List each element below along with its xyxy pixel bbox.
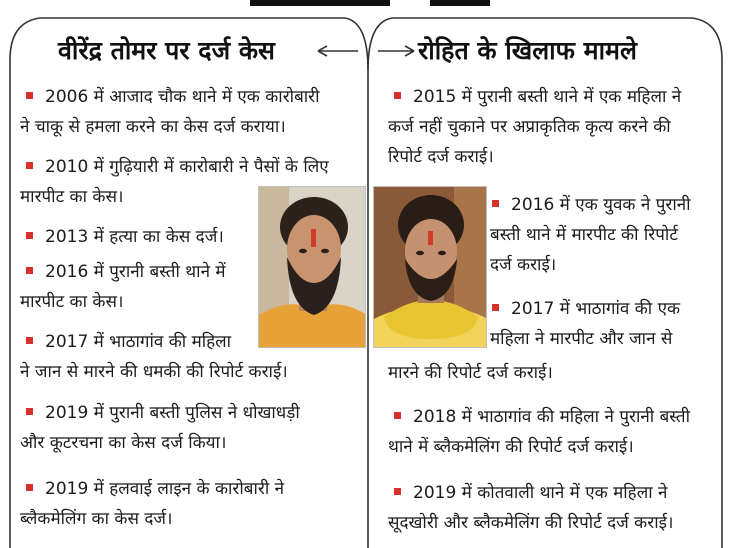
bullet-icon xyxy=(394,92,401,99)
case-text: रिपोर्ट दर्ज कराई। xyxy=(388,147,494,167)
right-heading: रोहित के खिलाफ मामले xyxy=(418,36,637,65)
case-text: दर्ज कराई। xyxy=(490,255,557,275)
left-case-2019-fraud xyxy=(20,398,300,458)
right-case-2019 xyxy=(388,478,673,538)
bullet-icon xyxy=(26,484,33,491)
bullet-icon xyxy=(26,232,33,239)
right-case-2018 xyxy=(388,402,690,462)
case-text: महिला ने मारपीट और जान से xyxy=(490,329,673,349)
case-text: मारने की रिपोर्ट दर्ज कराई। xyxy=(388,363,553,383)
case-text: 2016 में पुरानी बस्ती थाने में xyxy=(45,262,226,282)
bullet-icon xyxy=(492,200,499,207)
bullet-icon xyxy=(394,488,401,495)
right-case-2017-cont xyxy=(388,358,553,388)
case-text: मारपीट का केस। xyxy=(20,187,124,207)
case-text: बस्ती थाने में मारपीट की रिपोर्ट xyxy=(490,225,678,245)
case-text: ब्लैकमेलिंग का केस दर्ज। xyxy=(20,509,173,529)
virendra-tomar-photo xyxy=(258,186,366,348)
case-text: सूदखोरी और ब्लैकमेलिंग की रिपोर्ट दर्ज कराई। xyxy=(388,513,674,533)
case-text: 2010 में गुढ़ियारी में कारोबारी ने पैसों के लिए xyxy=(45,157,329,177)
case-text: 2019 में कोतवाली थाने में एक महिला ने xyxy=(413,483,668,503)
bullet-icon xyxy=(26,162,33,169)
case-text: 2016 में एक युवक ने पुरानी xyxy=(511,195,691,215)
case-text: 2019 में पुरानी बस्ती पुलिस ने धोखाधड़ी xyxy=(45,403,300,423)
bullet-icon xyxy=(394,412,401,419)
left-case-2019-blackmail xyxy=(20,474,284,534)
left-case-2013 xyxy=(20,222,224,252)
case-text: 2013 में हत्या का केस दर्ज। xyxy=(45,227,224,247)
right-case-2016 xyxy=(490,190,691,280)
bullet-icon xyxy=(26,408,33,415)
left-case-2017 xyxy=(20,327,288,387)
left-case-2016 xyxy=(20,257,226,317)
right-case-2017 xyxy=(490,294,680,354)
case-text: 2017 में भाठागांव की महिला xyxy=(45,332,232,352)
case-text: ने जान से मारने की धमकी की रिपोर्ट कराई। xyxy=(20,362,288,382)
case-text: 2017 में भाठागांव की एक xyxy=(511,299,681,319)
bullet-icon xyxy=(492,304,499,311)
case-text: 2019 में हलवाई लाइन के कारोबारी ने xyxy=(45,479,285,499)
case-text: 2015 में पुरानी बस्ती थाने में एक महिला ने xyxy=(413,87,682,107)
left-heading: वीरेंद्र तोमर पर दर्ज केस xyxy=(58,36,275,65)
bullet-icon xyxy=(26,267,33,274)
case-text: ने चाकू से हमला करने का केस दर्ज कराया। xyxy=(20,117,286,137)
case-text: और कूटरचना का केस दर्ज किया। xyxy=(20,433,227,453)
case-text: 2018 में भाठागांव की महिला ने पुरानी बस्ती xyxy=(413,407,690,427)
bullet-icon xyxy=(26,92,33,99)
case-text: कर्ज नहीं चुकाने पर अप्राकृतिक कृत्य करने की xyxy=(388,117,671,137)
right-case-2015 xyxy=(388,82,681,172)
case-text: मारपीट का केस। xyxy=(20,292,124,312)
case-text: थाने में ब्लैकमेलिंग की रिपोर्ट दर्ज कराई। xyxy=(388,437,634,457)
case-text: 2006 में आजाद चौक थाने में एक कारोबारी xyxy=(45,87,320,107)
left-case-2006 xyxy=(20,82,320,142)
rohit-photo xyxy=(373,186,487,348)
bullet-icon xyxy=(26,337,33,344)
